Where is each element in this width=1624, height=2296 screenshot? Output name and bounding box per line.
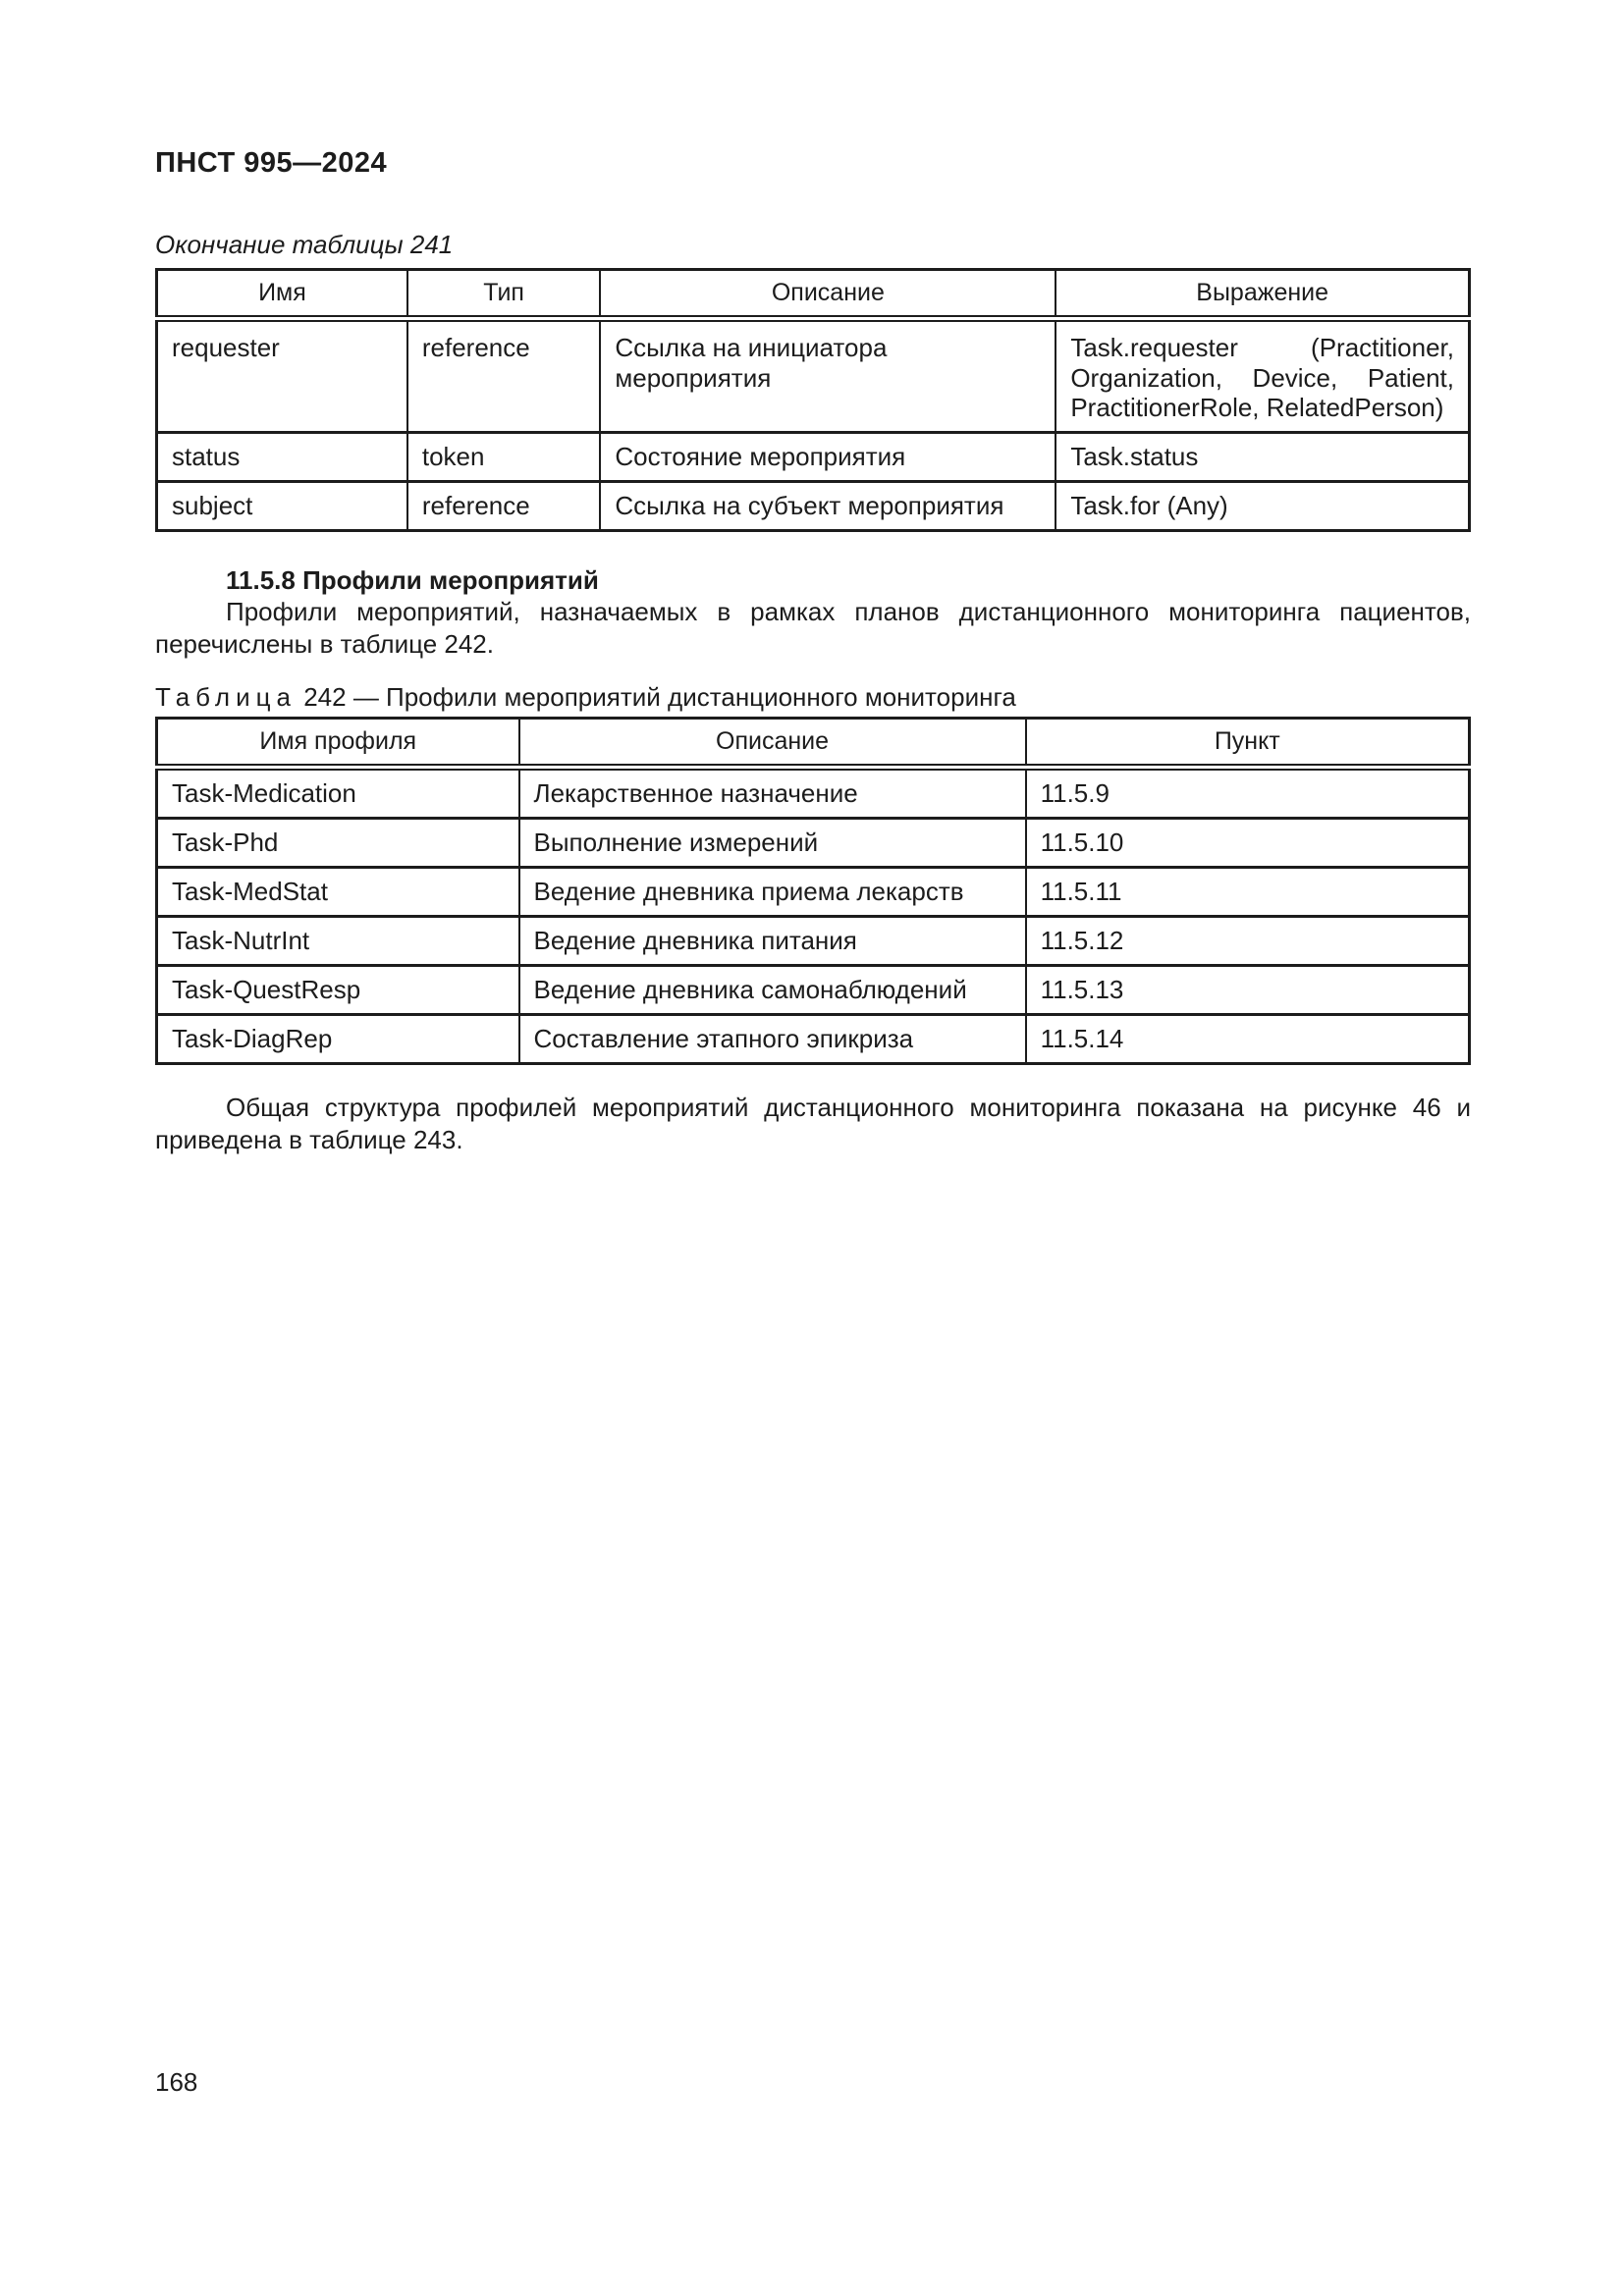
cell-profile: Task-DiagRep <box>157 1015 519 1064</box>
column-header-expression: Выражение <box>1056 270 1469 319</box>
table-row <box>157 1015 1470 1064</box>
table-242-caption <box>155 682 1471 713</box>
cell-type: reference <box>407 319 601 433</box>
section-heading: 11.5.8 Профили мероприятий <box>226 565 599 595</box>
table-caption-word: Таблица <box>155 682 297 712</box>
table-242 <box>155 717 1471 1065</box>
cell-description: Ссылка на субъект мероприятия <box>600 482 1056 531</box>
cell-expression: Task.status <box>1056 433 1469 482</box>
cell-description: Ссылка на инициатора мероприятия <box>600 319 1056 433</box>
table-241 <box>155 268 1471 532</box>
table-row <box>157 819 1470 868</box>
table-row <box>157 319 1470 433</box>
table-241-continuation-note: Окончание таблицы 241 <box>155 230 454 259</box>
cell-description: Состояние мероприятия <box>600 433 1056 482</box>
cell-expression: Task.requester (Practitioner, Organization, Device, Patient, PractitionerRole, RelatedPerson) <box>1056 319 1469 433</box>
table-242-header-row <box>157 719 1470 768</box>
table-row <box>157 917 1470 966</box>
document-designation: ПНСТ 995—2024 <box>155 147 388 179</box>
cell-profile: Task-MedStat <box>157 868 519 917</box>
cell-description: Выполнение измерений <box>519 819 1026 868</box>
cell-description: Лекарственное назначение <box>519 768 1026 819</box>
column-header-clause: Пункт <box>1026 719 1470 768</box>
cell-profile: Task-NutrInt <box>157 917 519 966</box>
table-caption-number: 242 <box>303 682 347 712</box>
table-241-header-row <box>157 270 1470 319</box>
column-header-type: Тип <box>407 270 601 319</box>
column-header-description: Описание <box>600 270 1056 319</box>
table-row <box>157 482 1470 531</box>
cell-clause: 11.5.12 <box>1026 917 1470 966</box>
table-row <box>157 966 1470 1015</box>
table-row <box>157 768 1470 819</box>
cell-clause: 11.5.9 <box>1026 768 1470 819</box>
cell-description: Ведение дневника питания <box>519 917 1026 966</box>
cell-type: reference <box>407 482 601 531</box>
column-header-description: Описание <box>519 719 1026 768</box>
cell-clause: 11.5.13 <box>1026 966 1470 1015</box>
page-number: 168 <box>155 2067 198 2097</box>
cell-clause: 11.5.11 <box>1026 868 1470 917</box>
table-row <box>157 868 1470 917</box>
intro-paragraph: Профили мероприятий, назначаемых в рамках планов дистанционного мониторинга пациентов, перечислены в таблице 242. <box>155 597 1471 660</box>
cell-profile: Task-Phd <box>157 819 519 868</box>
cell-name: subject <box>157 482 407 531</box>
cell-name: status <box>157 433 407 482</box>
column-header-name: Имя <box>157 270 407 319</box>
cell-description: Ведение дневника приема лекарств <box>519 868 1026 917</box>
closing-paragraph: Общая структура профилей мероприятий дистанционного мониторинга показана на рисунке 46 и приведена в таблице 243. <box>155 1093 1471 1155</box>
cell-type: token <box>407 433 601 482</box>
cell-name: requester <box>157 319 407 433</box>
cell-clause: 11.5.10 <box>1026 819 1470 868</box>
cell-expression: Task.for (Any) <box>1056 482 1469 531</box>
table-row <box>157 433 1470 482</box>
table-caption-title: — Профили мероприятий дистанционного мониторинга <box>352 682 1016 712</box>
cell-profile: Task-QuestResp <box>157 966 519 1015</box>
cell-description: Составление этапного эпикриза <box>519 1015 1026 1064</box>
column-header-profile-name: Имя профиля <box>157 719 519 768</box>
cell-description: Ведение дневника самонаблюдений <box>519 966 1026 1015</box>
cell-profile: Task-Medication <box>157 768 519 819</box>
cell-clause: 11.5.14 <box>1026 1015 1470 1064</box>
